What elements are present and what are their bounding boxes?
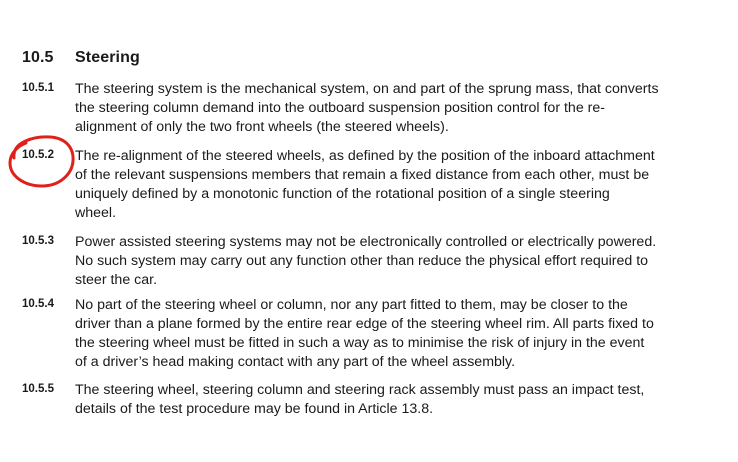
clause-number: 10.5.2: [22, 149, 54, 161]
clause-line: the steering wheel must be fitted in such a way as to minimise the risk of injury in the event: [75, 335, 645, 351]
clause-line: wheel.: [75, 205, 117, 221]
clause-line: The steering wheel, steering column and steering rack assembly must pass an impact test,: [75, 382, 645, 398]
clause-line: Power assisted steering systems may not be electronically controlled or electrically powered.: [75, 234, 657, 250]
clause-line: the steering column demand into the outboard suspension position control for the re-: [75, 100, 605, 116]
clause-text: [75, 80, 735, 137]
section-heading: [22, 49, 140, 67]
clause-line: The steering system is the mechanical system, on and part of the sprung mass, that converts: [75, 81, 659, 97]
clause-number: 10.5.1: [22, 82, 54, 94]
clause-line: details of the test procedure may be found in Article 13.8.: [75, 401, 434, 417]
section-number: 10.5: [22, 49, 54, 66]
clause-line: uniquely defined by a monotonic function of the rotational position of a single steering: [75, 186, 610, 202]
clause-line: driver than a plane formed by the entire rear edge of the steering wheel rim. All parts fixed to: [75, 316, 654, 332]
clause-number: 10.5.3: [22, 235, 54, 247]
clause-number: 10.5.5: [22, 383, 54, 395]
clause-line: alignment of only the two front wheels (the steered wheels).: [75, 119, 449, 135]
clause-line: The re-alignment of the steered wheels, as defined by the position of the inboard attachment: [75, 148, 655, 164]
clause-text: [75, 381, 735, 419]
clause-number: 10.5.4: [22, 298, 54, 310]
clause-line: No such system may carry out any function other than reduce the physical effort required to: [75, 253, 649, 269]
clause-text: [75, 233, 735, 290]
section-title: Steering: [75, 49, 140, 66]
clause-text: [75, 147, 735, 223]
clause-text: [75, 296, 735, 372]
clause-line: of the relevant suspensions members that remain a fixed distance from each other, must be: [75, 167, 650, 183]
clause-line: No part of the steering wheel or column, nor any part fitted to them, may be closer to the: [75, 297, 628, 313]
clause-line: of a driver’s head making contact with any part of the wheel assembly.: [75, 354, 516, 370]
clause-line: steer the car.: [75, 272, 158, 288]
